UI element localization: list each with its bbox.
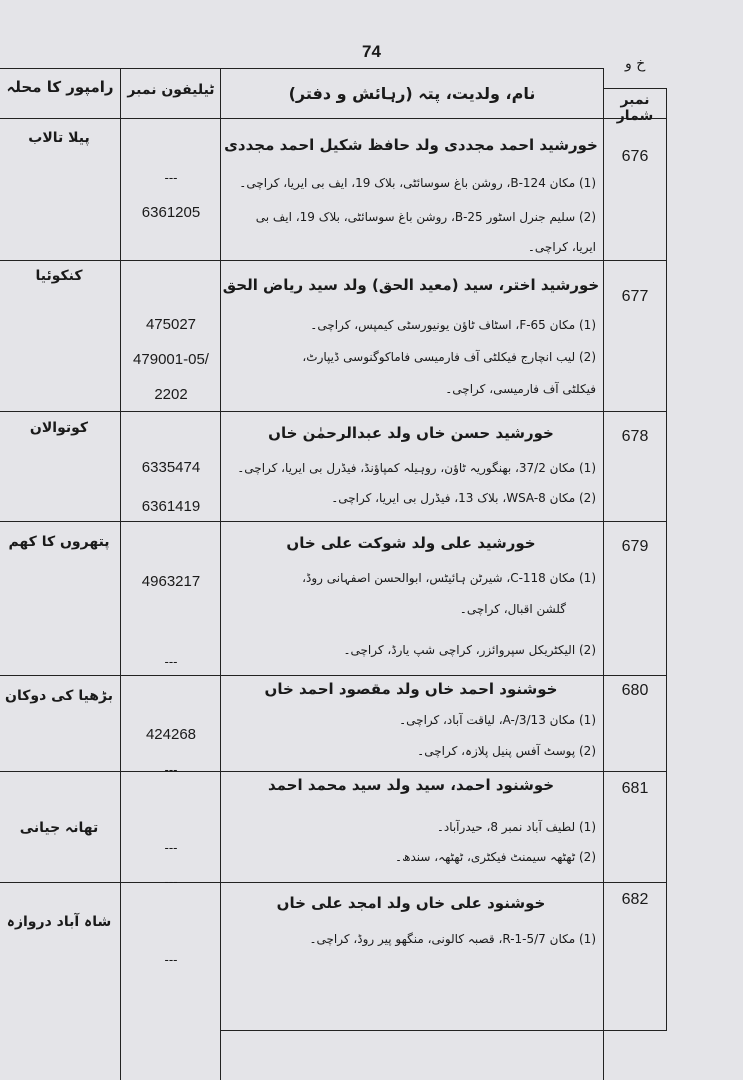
phone-number: ---: [164, 762, 178, 777]
serial-number: 677: [621, 288, 649, 305]
phone-number: 475027: [145, 316, 197, 333]
entry-address: (1) لطیف آباد نمبر 8، حیدرآباد۔: [436, 820, 596, 834]
locality-name: تھانہ جیانی: [19, 820, 99, 836]
column-divider: [603, 68, 604, 1080]
phone-number: 6361205: [141, 204, 201, 221]
row-divider: [220, 1030, 667, 1031]
row-divider: [0, 882, 667, 883]
header-divider: [0, 118, 667, 119]
row-divider: [0, 411, 667, 412]
table-top-border: [0, 68, 604, 69]
column-divider: [666, 88, 667, 1030]
entry-name: خورشید علی ولد شوکت علی خاں: [286, 534, 536, 552]
phone-number: ---: [164, 840, 178, 855]
entry-name: خورشید اختر، سید (معید الحق) ولد سید ریاض الحق: [222, 276, 600, 294]
phone-number: ---: [164, 654, 178, 669]
header-phone: ٹیلیفون نمبر: [127, 82, 215, 98]
entry-name: خوشنود علی خاں ولد امجد علی خاں: [276, 894, 546, 912]
entry-name: خوشنود احمد، سید ولد سید محمد احمد: [267, 776, 555, 794]
row-divider: [0, 771, 667, 772]
entry-address: (1) مکان R-1-5/7، قصبہ کالونی، منگھو پیر روڈ، کراچی۔: [309, 932, 596, 946]
phone-number: ---: [164, 874, 178, 889]
entry-address: گلشن اقبال، کراچی۔: [459, 602, 566, 616]
row-divider: [0, 675, 667, 676]
phone-number: 4963217: [141, 573, 201, 590]
serial-number: 678: [621, 428, 649, 445]
locality-name: کنکوئیا: [35, 268, 83, 284]
row-divider: [0, 521, 667, 522]
serial-number: 681: [621, 780, 649, 797]
entry-address: ایریا، کراچی۔: [527, 240, 596, 254]
header-serial: نمبر شمار: [616, 92, 654, 124]
page-number: 74: [362, 42, 381, 61]
locality-name: بڑھیا کی دوکان: [5, 688, 113, 704]
row-divider: [0, 260, 667, 261]
serial-number: 680: [621, 682, 649, 699]
header-locality: رامپور کا محلہ: [6, 78, 114, 96]
entry-address: فیکلٹی آف فارمیسی، کراچی۔: [445, 382, 596, 396]
phone-number: 424268: [145, 726, 197, 743]
locality-name: کوتوالان: [29, 420, 89, 436]
entry-name: خوشنود احمد خاں ولد مقصود احمد خاں: [264, 680, 558, 698]
table-top-border: [604, 88, 667, 89]
entry-address: (2) الیکٹریکل سپروائزر، کراچی شپ یارڈ، کراچی۔: [343, 643, 596, 657]
entry-address: (2) سلیم جنرل اسٹور B-25، روشن باغ سوسائٹی، بلاک 19، ایف بی: [255, 210, 596, 224]
serial-number: 676: [621, 148, 649, 165]
serial-number: 682: [621, 891, 649, 908]
phone-number: 6361419: [141, 498, 201, 515]
phone-number: ---: [164, 952, 178, 967]
entry-name: خورشید احمد مجددی ولد حافظ شکیل احمد مجددی: [224, 136, 598, 154]
entry-address: (1) مکان F-65، اسٹاف ٹاؤن یونیورسٹی کیمپس، کراچی۔: [310, 318, 596, 332]
entry-address: (2) مکان WSA-8، بلاک 13، فیڈرل بی ایریا، کراچی۔: [331, 491, 596, 505]
locality-name: پیلا تالاب: [28, 130, 90, 146]
phone-number: 2202: [154, 386, 188, 403]
header-name-address: نام، ولدیت، پتہ (رہائش و دفتر): [288, 84, 536, 103]
entry-name: خورشید حسن خاں ولد عبدالرحمٰن خاں: [268, 424, 554, 442]
phone-number: 479001-05/: [133, 351, 209, 368]
entry-address: (1) مکان 37/2، بھنگوریہ ٹاؤن، روہیلہ کمپاؤنڈ، فیڈرل بی ایریا، کراچی۔: [237, 461, 596, 475]
directory-table: [0, 68, 743, 1080]
column-divider: [220, 68, 221, 1080]
entry-address: (1) مکان B-124، روشن باغ سوسائٹی، بلاک 19، ایف بی ایریا، کراچی۔: [239, 176, 596, 190]
locality-name: شاہ آباد دروازہ: [6, 914, 112, 930]
entry-address: (2) پوسٹ آفس پنیل پلازہ، کراچی۔: [417, 744, 596, 758]
phone-number: 6335474: [141, 459, 201, 476]
entry-address: (2) ٹھٹھہ سیمنٹ فیکٹری، ٹھٹھہ، سندھ۔: [395, 850, 596, 864]
entry-address: (2) لیب انچارج فیکلٹی آف فارمیسی فاماکوگنوسی ڈیپارٹ،: [302, 350, 596, 364]
entry-address: (1) مکان C-118، شیرٹن ہائیٹس، ابوالحسن اصفہانی روڈ،: [302, 571, 596, 585]
column-divider: [120, 68, 121, 1080]
phone-number: ---: [164, 170, 178, 185]
serial-number: 679: [621, 538, 649, 555]
corner-mark: خ و: [625, 56, 646, 72]
locality-name: پتھروں کا کھم: [8, 534, 110, 550]
entry-address: (1) مکان A-/3/13، لیاقت آباد، کراچی۔: [399, 713, 596, 727]
